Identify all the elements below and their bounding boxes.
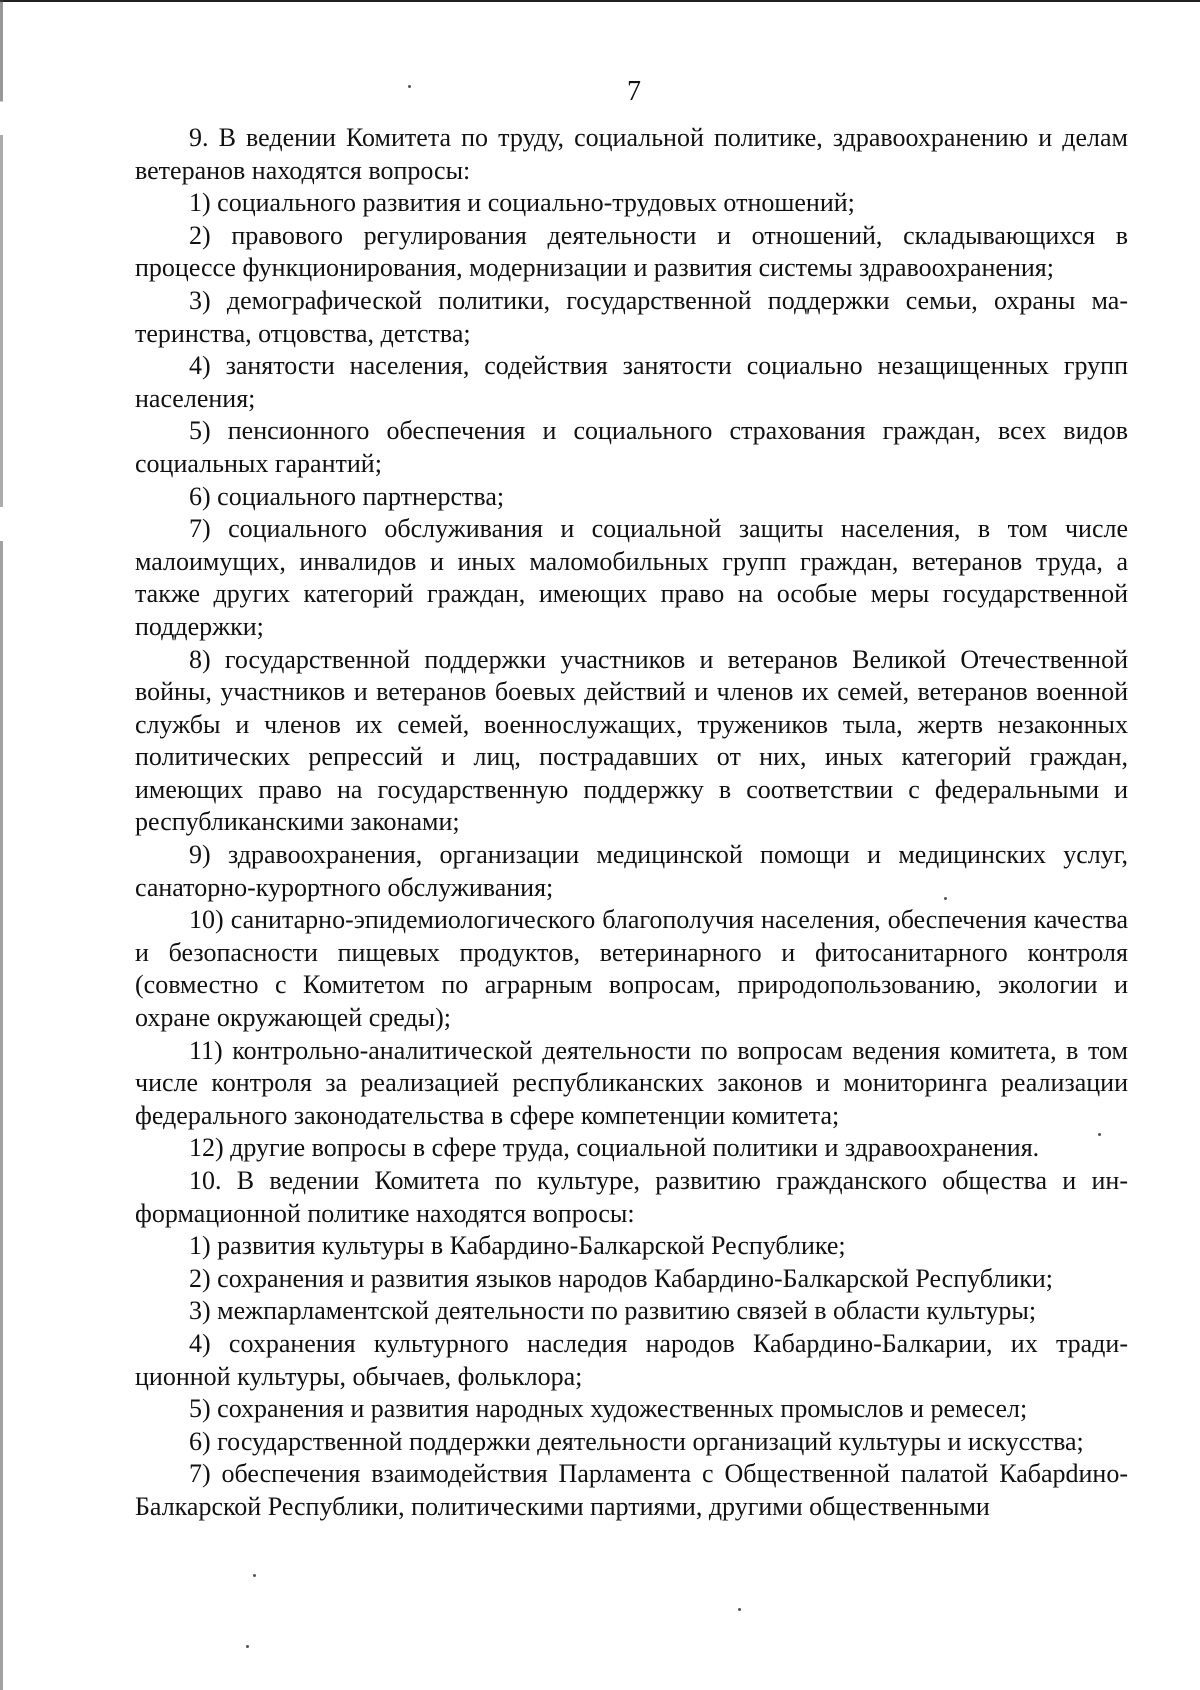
scan-speck [253,1574,256,1577]
section-9-heading: 9. В ведении Комитета по труду, социальной политике, здравоохранению и делам ветеранов находятся вопросы: [135,123,1128,185]
section-9-item-1: 1) социального развития и социально-трудовых отношений; [189,188,855,218]
section-10-heading: 10. В ведении Комитета по культуре, развитию гражданского общества и информационной политике находятся вопросы: [135,1166,1128,1228]
section-9-item-6: 6) социального партнерства; [189,481,505,511]
section-10-item-2: 2) сохранения и развития языков народов Кабардино-Балкарской Республики; [189,1263,1054,1293]
section-9-item-5: 5) пенсионного обеспечения и социального страхования граждан, всех видов социальных гарантий; [135,416,1128,478]
section-9-item-7: 7) социального обслуживания и социальной защиты населения, в том числе малоимущих, инвалидов и иных маломобильных групп граждан, ветеранов труда, а также других категорий граждан, имеющих право на особые меры государственной поддержки; [135,514,1128,641]
section-9-item-2: 2) правового регулирования деятельности и отношений, складывающихся в процессе функционирования, модернизации и развития системы здравоохранения; [135,220,1128,283]
document-body [135,122,1128,1524]
section-10-item-4: 4) сохранения культурного наследия народов Кабардино-Балкарии, их традиционной культуры, обычаев, фольклора; [135,1328,1128,1391]
section-9-item-12: 12) другие вопросы в сфере труда, социальной политики и здравоохранения. [189,1133,1040,1163]
section-10-item-3: 3) межпарламентской деятельности по развитию связей в области культуры; [189,1296,1037,1326]
section-9-item-4: 4) занятости населения, содействия занятости социально незащищенных групп населения; [135,351,1128,413]
section-10-item-1: 1) развития культуры в Кабардино-Балкарской Республике; [189,1231,846,1261]
section-9-item-3: 3) демографической политики, государственной поддержки семьи, охраны материнства, отцовства, детства; [135,285,1128,348]
section-9-item-9: 9) здравоохранения, организации медицинской помощи и медицинских услуг, санаторно-курортного обслуживания; [135,840,1128,902]
scan-speck [246,1645,249,1648]
scan-speck [738,1608,741,1611]
scan-left-edge [0,0,3,1690]
section-10-item-6: 6) государственной поддержки деятельности организаций культуры и искусства; [189,1426,1084,1456]
section-10-item-5: 5) сохранения и развития народных художественных промыслов и ремесел; [189,1394,1028,1424]
section-9-item-8: 8) государственной поддержки участников и ветеранов Великой Отечественной войны, участников и ветеранов боевых действий и членов их семей, ветеранов военной службы и членов их семей, военнослужащих, тружеников тыла, жертв незаконных политических репрессий и лиц, пострадавших от них, иных категорий граждан, имеющих право на государственную поддержку в соответствии с федеральными и республиканскими законами; [135,644,1128,837]
section-10-item-7: 7) обеспечения взаимодействия Парламента с Общественной палатой Кабарdино-Балкарской Республики, политическими партиями, другими общественными [135,1459,1128,1521]
scan-top-edge [0,0,1200,2]
section-9-item-11: 11) контрольно-аналитической деятельности по вопросам ведения комитета, в том числе контроля за реализацией республиканских законов и мониторинга реализации федерального законодательства в сфере компетенции комитета; [135,1035,1128,1130]
section-9-item-10: 10) санитарно-эпидемиологического благополучия населения, обеспечения качества и безопасности пищевых продуктов, ветеринарного и фитосанитарного контроля (совместно с Комитетом по аграрным вопросам, природопользованию, экологии и охране окружающей среды); [135,905,1128,1033]
page-number: 7 [627,76,641,107]
